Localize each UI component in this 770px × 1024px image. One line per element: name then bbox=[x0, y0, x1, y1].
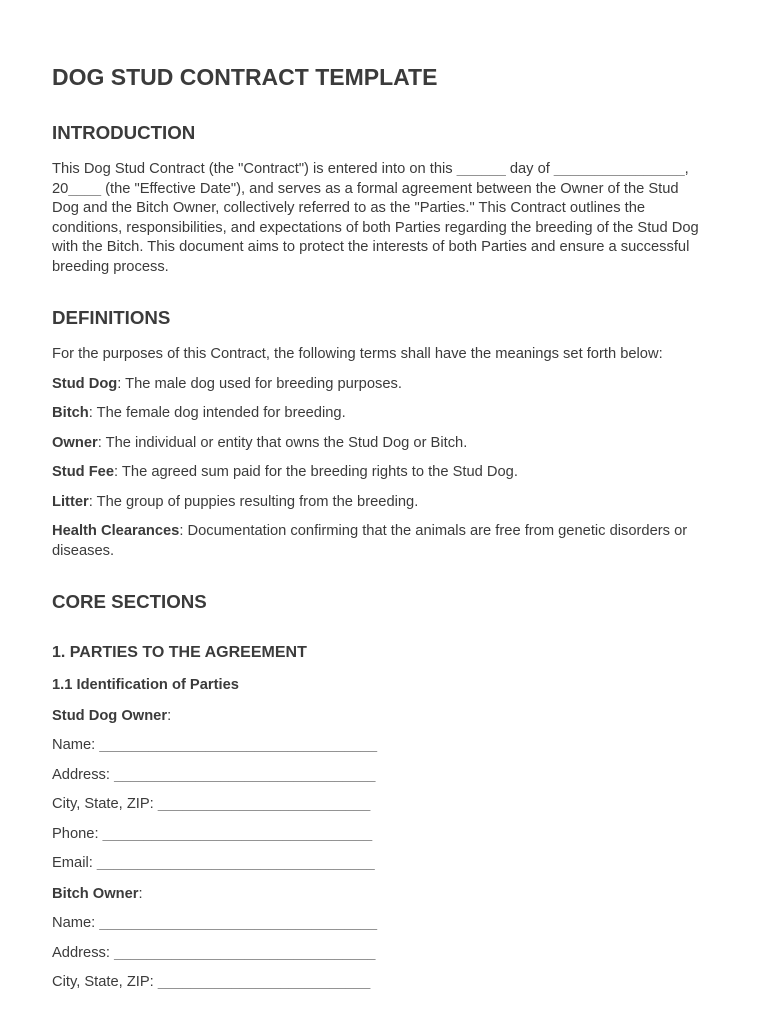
definition-term-bitch: Bitch bbox=[52, 405, 89, 422]
year-blank-line[interactable]: ____ bbox=[68, 180, 102, 197]
bitch-owner-name-label: Name: bbox=[52, 915, 96, 932]
bitch-owner-name: Bitch Owner bbox=[52, 885, 139, 902]
stud-owner-email-label: Email: bbox=[52, 855, 93, 872]
definitions-heading: DEFINITIONS bbox=[52, 307, 171, 329]
definition-stud-fee bbox=[52, 463, 705, 483]
definition-health-clearances bbox=[52, 522, 705, 561]
bitch-owner-address-field bbox=[52, 944, 705, 964]
stud-owner-city-state-zip-field bbox=[52, 795, 705, 815]
core-sections-heading: CORE SECTIONS bbox=[52, 591, 207, 613]
stud-owner-email-field bbox=[52, 854, 705, 874]
document-title: DOG STUD CONTRACT TEMPLATE bbox=[52, 64, 438, 90]
definition-text-bitch: : The female dog intended for breeding. bbox=[88, 405, 346, 422]
bitch-owner-address-label: Address: bbox=[52, 944, 110, 961]
stud-dog-owner-name: Stud Dog Owner bbox=[52, 707, 168, 724]
stud-owner-address-label: Address: bbox=[52, 766, 110, 783]
definition-stud-dog bbox=[52, 375, 705, 395]
stud-owner-email-blank[interactable]: __________________________________ bbox=[96, 855, 375, 872]
month-blank-line[interactable]: ________________ bbox=[553, 161, 685, 178]
introduction-heading: INTRODUCTION bbox=[52, 121, 196, 143]
bitch-owner-city-state-zip-label: City, State, ZIP: bbox=[52, 974, 154, 991]
definition-text-stud-dog: : The male dog used for breeding purposes. bbox=[117, 375, 402, 392]
intro-text-1: This Dog Stud Contract (the "Contract") is entered into on this bbox=[52, 161, 457, 178]
stud-owner-address-blank[interactable]: ________________________________ bbox=[114, 766, 376, 783]
stud-owner-name-label: Name: bbox=[52, 737, 96, 754]
definition-term-owner: Owner bbox=[52, 434, 98, 451]
definition-text-stud-fee: : The agreed sum paid for the breeding rights to the Stud Dog. bbox=[114, 464, 518, 481]
definition-term-stud-dog: Stud Dog bbox=[52, 375, 118, 392]
stud-owner-city-state-zip-label: City, State, ZIP: bbox=[52, 796, 154, 813]
day-blank-line[interactable]: ______ bbox=[456, 161, 506, 178]
definition-text-health-clearances: : Documentation confirming that the animals are free from genetic disorders or diseases. bbox=[52, 523, 688, 559]
stud-owner-phone-label: Phone: bbox=[52, 825, 99, 842]
stud-owner-city-state-zip-blank[interactable]: __________________________ bbox=[157, 796, 371, 813]
bitch-owner-colon: : bbox=[138, 885, 143, 902]
stud-owner-name-blank[interactable]: __________________________________ bbox=[99, 737, 378, 754]
stud-owner-address-field bbox=[52, 766, 705, 786]
intro-text-3: , 20 bbox=[52, 161, 689, 197]
definition-term-stud-fee: Stud Fee bbox=[52, 464, 115, 481]
definition-text-owner: : The individual or entity that owns the Stud Dog or Bitch. bbox=[97, 434, 468, 451]
bitch-owner-city-state-zip-field bbox=[52, 973, 705, 993]
bitch-owner-name-blank[interactable]: __________________________________ bbox=[99, 915, 378, 932]
intro-text-4: (the "Effective Date"), and serves as a formal agreement between the Owner of the Stud Dog and the Bitch Owner, collectively referred to as the "Parties." This Contract outlines the conditions, responsibilities, and expectations of both Parties regarding the breeding of the Stud Dog with the Bitch. This document aims to protect the interests of both Parties and ensure a successful breeding process. bbox=[52, 180, 699, 275]
bitch-owner-address-blank[interactable]: ________________________________ bbox=[114, 944, 376, 961]
identification-of-parties-subheading: 1.1 Identification of Parties bbox=[52, 677, 239, 694]
introduction-paragraph bbox=[52, 160, 705, 277]
bitch-owner-label bbox=[52, 885, 705, 905]
bitch-owner-name-field bbox=[52, 914, 705, 934]
stud-owner-name-field bbox=[52, 736, 705, 756]
stud-owner-phone-blank[interactable]: _________________________________ bbox=[102, 825, 373, 842]
definition-litter bbox=[52, 493, 705, 513]
bitch-owner-city-state-zip-blank[interactable]: __________________________ bbox=[157, 974, 371, 991]
intro-text-2: day of bbox=[505, 161, 554, 178]
definition-owner bbox=[52, 434, 705, 454]
definition-text-litter: : The group of puppies resulting from the breeding. bbox=[88, 493, 419, 510]
definition-term-litter: Litter bbox=[52, 493, 89, 510]
definitions-lead: For the purposes of this Contract, the following terms shall have the meanings set forth below: bbox=[52, 346, 663, 363]
stud-owner-phone-field bbox=[52, 825, 705, 845]
parties-agreement-heading: 1. PARTIES TO THE AGREEMENT bbox=[52, 643, 307, 661]
definition-bitch bbox=[52, 404, 705, 424]
stud-dog-owner-colon: : bbox=[167, 707, 172, 724]
definition-term-health-clearances: Health Clearances bbox=[52, 523, 180, 540]
stud-dog-owner-label bbox=[52, 707, 705, 727]
